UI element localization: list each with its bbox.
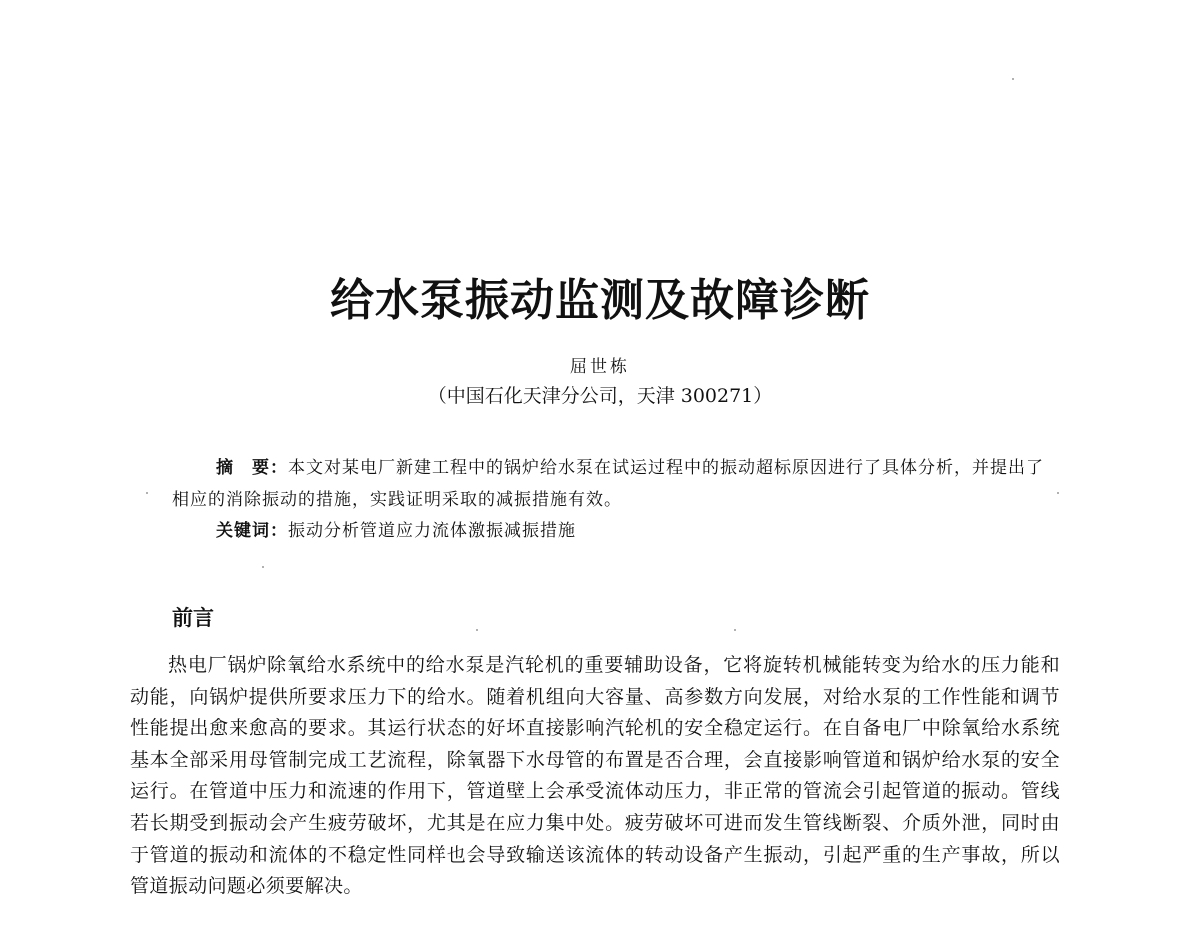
keywords-label: 关键词： bbox=[216, 521, 288, 541]
body-paragraph: 热电厂锅炉除氧给水系统中的给水泵是汽轮机的重要辅助设备，它将旋转机械能转变为给水的压力能和动能，向锅炉提供所要求压力下的给水。随着机组向大容量、高参数方向发展，对给水泵的工作性能和调节性能提出愈来愈高的要求。其运行状态的好坏直接影响汽轮机的安全稳定运行。在自备电厂中除氧给水系统基本全部采用母管制完成工艺流程，除氧器下水母管的布置是否合理，会直接影响管道和锅炉给水泵的安全运行。在管道中压力和流速的作用下，管道壁上会承受流体动压力，非正常的管流会引起管道的振动。管线若长期受到振动会产生疲劳破坏，尤其是在应力集中处。疲劳破坏可进而发生管线断裂、介质外泄，同时由于管道的振动和流体的不稳定性同样也会导致输送该流体的转动设备产生振动，引起严重的生产事故，所以管道振动问题必须要解决。 bbox=[130, 654, 1060, 898]
scan-speck bbox=[1012, 78, 1014, 80]
author-affiliation: （中国石化天津分公司，天津 300271） bbox=[427, 385, 773, 407]
abstract-label: 摘 要： bbox=[216, 458, 288, 478]
scan-speck bbox=[262, 566, 264, 568]
keywords-block bbox=[216, 516, 576, 541]
scan-speck bbox=[734, 629, 736, 631]
abstract-block bbox=[172, 452, 1052, 516]
scan-speck bbox=[146, 492, 148, 494]
keywords-text: 振动分析管道应力流体激振减振措施 bbox=[288, 521, 576, 541]
scan-speck bbox=[476, 629, 478, 631]
scan-speck bbox=[1057, 492, 1059, 494]
paper-title: 给水泵振动监测及故障诊断 bbox=[330, 275, 870, 326]
section-heading: 前言 bbox=[172, 606, 214, 630]
abstract-text: 本文对某电厂新建工程中的锅炉给水泵在试运过程中的振动超标原因进行了具体分析，并提出了相应的消除振动的措施，实践证明采取的减振措施有效。 bbox=[172, 458, 1044, 510]
author-name: 屈世栋 bbox=[570, 357, 630, 377]
